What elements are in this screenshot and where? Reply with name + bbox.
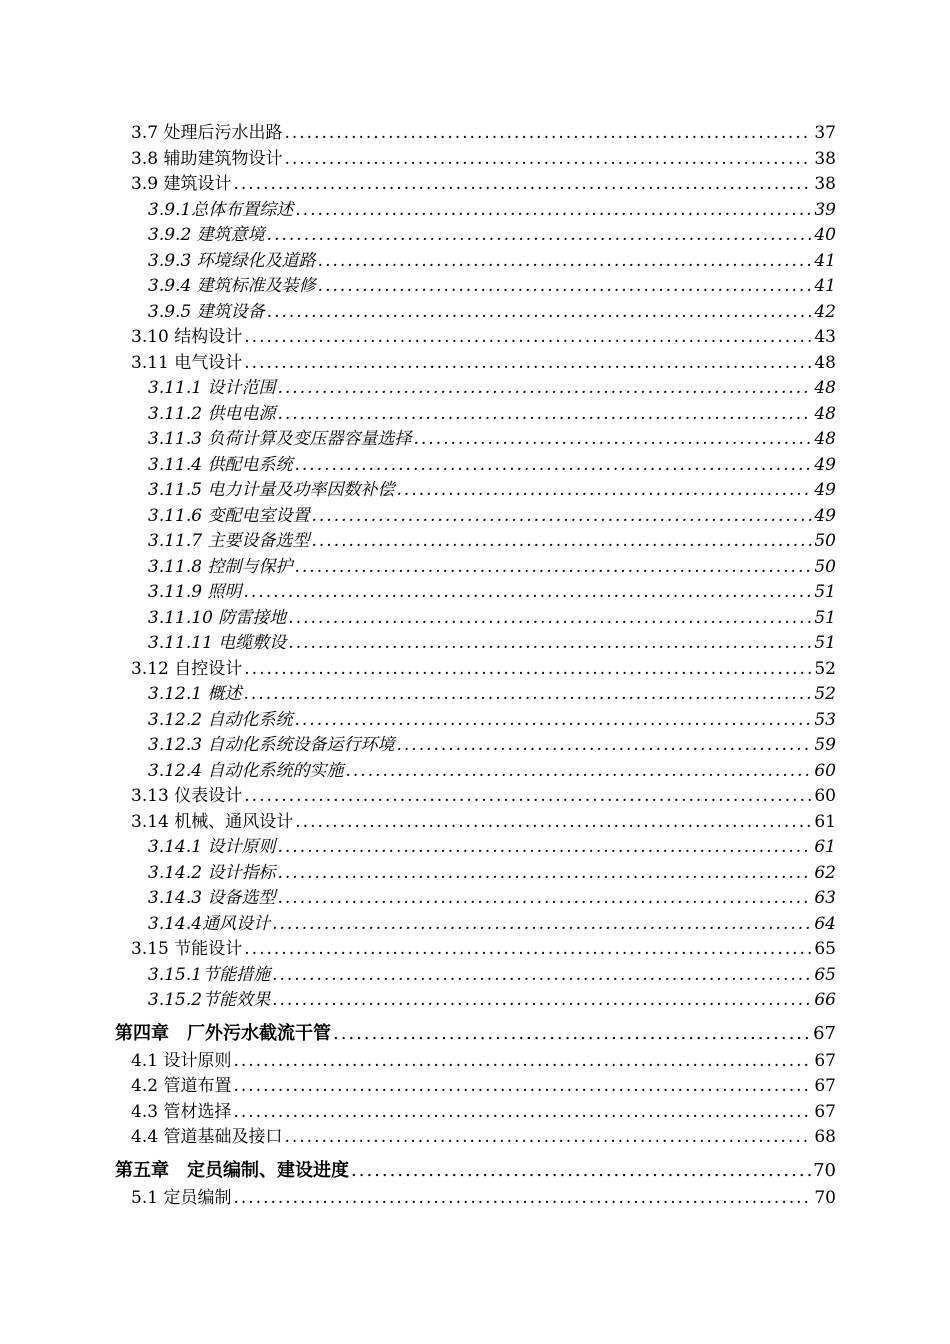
toc-subsection-entry[interactable] (148, 628, 836, 653)
toc-leader-dots (294, 455, 812, 475)
toc-page-number: 59 (814, 735, 836, 755)
toc-page-number: 70 (813, 1159, 836, 1181)
toc-leader-dots (396, 735, 812, 755)
toc-leader-dots (284, 123, 812, 143)
toc-leader-dots (277, 837, 812, 857)
toc-section-entry[interactable] (131, 654, 836, 679)
toc-section-entry[interactable] (131, 934, 836, 959)
toc-chapter-entry[interactable] (115, 1156, 836, 1184)
toc-page-number: 64 (814, 913, 836, 934)
toc-leader-dots (267, 225, 813, 245)
toc-leader-dots (351, 1160, 811, 1181)
toc-subsection-entry[interactable] (148, 756, 836, 781)
toc-page-number: 38 (814, 174, 836, 194)
toc-entry-title: 3.11.1 设计范围 (148, 378, 276, 398)
toc-entry-title: 3.12.1 概述 (148, 684, 242, 704)
toc-page-number: 39 (814, 199, 836, 220)
toc-page-number: 41 (814, 250, 836, 271)
toc-entry-title: 第五章 定员编制、建设进度 (115, 1159, 349, 1181)
toc-entry-title: 3.14.2 设计指标 (148, 862, 276, 883)
toc-subsection-entry[interactable] (148, 705, 836, 730)
toc-leader-dots (295, 200, 812, 220)
toc-leader-dots (294, 557, 812, 577)
toc-entry-title: 3.15 节能设计 (131, 939, 243, 959)
toc-page-number: 70 (814, 1187, 836, 1208)
toc-page-number: 67 (814, 1101, 836, 1122)
toc-leader-dots (295, 812, 812, 832)
toc-leader-dots (244, 939, 812, 959)
toc-page-number: 51 (814, 607, 836, 628)
toc-leader-dots (244, 353, 812, 373)
toc-entry-title: 3.9.2 建筑意境 (148, 225, 265, 245)
toc-leader-dots (318, 276, 813, 296)
toc-entry-title: 3.14.1 设计原则 (148, 837, 276, 857)
toc-entry-title: 3.11.9 照明 (148, 582, 242, 602)
toc-entry-title: 3.7 处理后污水出路 (131, 123, 283, 143)
toc-entry-title: 3.15.1节能措施 (148, 964, 271, 985)
toc-section-entry[interactable] (131, 169, 836, 194)
toc-page-number: 48 (814, 403, 836, 424)
toc-entry-title: 3.12 自控设计 (131, 658, 243, 679)
toc-entry-title: 3.11.11 电缆敷设 (148, 633, 287, 653)
toc-section-entry[interactable] (131, 807, 836, 832)
toc-entry-title: 4.4 管道基础及接口 (131, 1127, 283, 1147)
toc-page-number: 67 (814, 1076, 836, 1096)
toc-section-entry[interactable] (131, 1097, 836, 1122)
toc-page-number: 49 (814, 505, 836, 526)
toc-page-number: 52 (814, 684, 836, 704)
toc-leader-dots (333, 1023, 811, 1044)
toc-subsection-entry[interactable] (148, 246, 836, 271)
toc-page-number: 38 (814, 148, 836, 169)
toc-page-number: 49 (814, 454, 836, 475)
toc-section-entry[interactable] (131, 1071, 836, 1096)
toc-subsection-entry[interactable] (148, 832, 836, 857)
toc-leader-dots (277, 404, 812, 424)
toc-entry-title: 3.9 建筑设计 (131, 174, 232, 194)
toc-entry-title: 3.15.2节能效果 (148, 990, 271, 1010)
toc-page-number: 60 (814, 786, 836, 806)
toc-subsection-entry[interactable] (148, 271, 836, 296)
toc-subsection-entry[interactable] (148, 297, 836, 322)
toc-entry-title: 3.12.4 自动化系统的实施 (148, 760, 344, 781)
toc-page-number: 52 (814, 658, 836, 679)
toc-entry-title: 4.1 设计原则 (131, 1050, 232, 1071)
toc-leader-dots (244, 786, 812, 806)
toc-leader-dots (272, 990, 812, 1010)
toc-entry-title: 3.13 仪表设计 (131, 786, 243, 806)
toc-section-entry[interactable] (131, 1122, 836, 1147)
toc-subsection-entry[interactable] (148, 399, 836, 424)
toc-subsection-entry[interactable] (148, 373, 836, 398)
toc-subsection-entry[interactable] (148, 195, 836, 220)
toc-section-entry[interactable] (131, 322, 836, 347)
toc-leader-dots (318, 251, 813, 271)
toc-entry-title: 3.11.6 变配电室设置 (148, 505, 310, 526)
toc-leader-dots (272, 965, 812, 985)
toc-page-number: 60 (814, 760, 836, 781)
toc-page-number: 48 (814, 429, 836, 449)
toc-entry-title: 3.11.8 控制与保护 (148, 556, 293, 577)
toc-page-number: 40 (814, 225, 836, 245)
toc-page-number: 67 (814, 1050, 836, 1071)
toc-entry-title: 3.14.4通风设计 (148, 913, 271, 934)
toc-subsection-entry[interactable] (148, 730, 836, 755)
toc-page-number: 41 (814, 276, 836, 296)
toc-subsection-entry[interactable] (148, 883, 836, 908)
toc-leader-dots (413, 429, 812, 449)
toc-subsection-entry[interactable] (148, 450, 836, 475)
toc-page-number: 65 (814, 939, 836, 959)
toc-entry-title: 3.9.1总体布置综述 (148, 199, 294, 220)
toc-subsection-entry[interactable] (148, 960, 836, 985)
toc-entry-title: 4.3 管材选择 (131, 1101, 232, 1122)
toc-leader-dots (284, 1127, 812, 1147)
toc-page-number: 66 (814, 990, 836, 1010)
toc-entry-title: 3.11.5 电力计量及功率因数补偿 (148, 480, 395, 500)
toc-entry-title: 3.11.4 供配电系统 (148, 454, 293, 475)
toc-entry-title: 3.12.2 自动化系统 (148, 709, 293, 730)
toc-page-number: 48 (814, 378, 836, 398)
toc-page-number: 61 (814, 811, 836, 832)
toc-leader-dots (233, 1076, 812, 1096)
toc-leader-dots (243, 684, 812, 704)
toc-leader-dots (244, 659, 812, 679)
toc-subsection-entry[interactable] (148, 501, 836, 526)
toc-page-number: 37 (814, 123, 836, 143)
toc-leader-dots (244, 327, 812, 347)
toc-page-number: 48 (814, 352, 836, 373)
toc-page-number: 43 (814, 327, 836, 347)
toc-section-entry[interactable] (131, 144, 836, 169)
toc-section-entry[interactable] (131, 348, 836, 373)
toc-page-number: 68 (814, 1127, 836, 1147)
toc-section-entry[interactable] (131, 1046, 836, 1071)
toc-subsection-entry[interactable] (148, 679, 836, 704)
toc-entry-title: 3.9.5 建筑设备 (148, 301, 265, 322)
toc-leader-dots (277, 888, 812, 908)
toc-entry-title: 3.9.4 建筑标准及装修 (148, 276, 316, 296)
toc-entry-title: 第四章 厂外污水截流干管 (115, 1022, 331, 1044)
toc-entry-title: 4.2 管道布置 (131, 1076, 232, 1096)
toc-entry-title: 5.1 定员编制 (131, 1187, 232, 1208)
toc-entry-title: 3.11.10 防雷接地 (148, 607, 287, 628)
toc-leader-dots (311, 531, 812, 551)
toc-subsection-entry[interactable] (148, 424, 836, 449)
toc-entry-title: 3.14.3 设备选型 (148, 888, 276, 908)
toc-entry-title: 3.11 电气设计 (131, 352, 243, 373)
toc-subsection-entry[interactable] (148, 577, 836, 602)
toc-page-number: 50 (814, 531, 836, 551)
toc-entry-title: 3.8 辅助建筑物设计 (131, 148, 283, 169)
toc-subsection-entry[interactable] (148, 985, 836, 1010)
toc-entry-title: 3.14 机械、通风设计 (131, 811, 294, 832)
toc-entry-title: 3.11.3 负荷计算及变压器容量选择 (148, 429, 412, 449)
toc-leader-dots (267, 302, 813, 322)
toc-page-number: 63 (814, 888, 836, 908)
toc-leader-dots (294, 710, 812, 730)
toc-entry-title: 3.10 结构设计 (131, 327, 243, 347)
toc-subsection-entry[interactable] (148, 552, 836, 577)
toc-leader-dots (284, 149, 812, 169)
toc-leader-dots (233, 1188, 812, 1208)
toc-page-number: 49 (814, 480, 836, 500)
toc-page-number: 62 (814, 862, 836, 883)
toc-page-number: 67 (813, 1022, 836, 1044)
toc-section-entry[interactable] (131, 1183, 836, 1208)
toc-chapter-entry[interactable] (115, 1019, 836, 1047)
toc-leader-dots (277, 863, 812, 883)
toc-leader-dots (396, 480, 812, 500)
toc-section-entry[interactable] (131, 118, 836, 143)
toc-subsection-entry[interactable] (148, 526, 836, 551)
toc-leader-dots (288, 633, 812, 653)
toc-leader-dots (233, 1102, 812, 1122)
toc-page-number: 51 (814, 582, 836, 602)
toc-section-entry[interactable] (131, 781, 836, 806)
toc-subsection-entry[interactable] (148, 220, 836, 245)
toc-subsection-entry[interactable] (148, 603, 836, 628)
toc-leader-dots (288, 608, 812, 628)
toc-entry-title: 3.12.3 自动化系统设备运行环境 (148, 735, 395, 755)
toc-subsection-entry[interactable] (148, 475, 836, 500)
toc-leader-dots (345, 761, 812, 781)
toc-page-number: 51 (814, 633, 836, 653)
toc-leader-dots (272, 914, 812, 934)
toc-page-number: 61 (814, 837, 836, 857)
toc-page-number: 65 (814, 964, 836, 985)
toc-leader-dots (277, 378, 812, 398)
toc-entry-title: 3.11.7 主要设备选型 (148, 531, 310, 551)
toc-leader-dots (311, 506, 812, 526)
toc-entry-title: 3.9.3 环境绿化及道路 (148, 250, 316, 271)
toc-leader-dots (233, 1051, 812, 1071)
toc-leader-dots (233, 174, 812, 194)
toc-entry-title: 3.11.2 供电电源 (148, 403, 276, 424)
toc-page-number: 42 (814, 301, 836, 322)
toc-subsection-entry[interactable] (148, 909, 836, 934)
toc-page-number: 53 (814, 709, 836, 730)
toc-leader-dots (243, 582, 812, 602)
toc-page-number: 50 (814, 556, 836, 577)
toc-subsection-entry[interactable] (148, 858, 836, 883)
